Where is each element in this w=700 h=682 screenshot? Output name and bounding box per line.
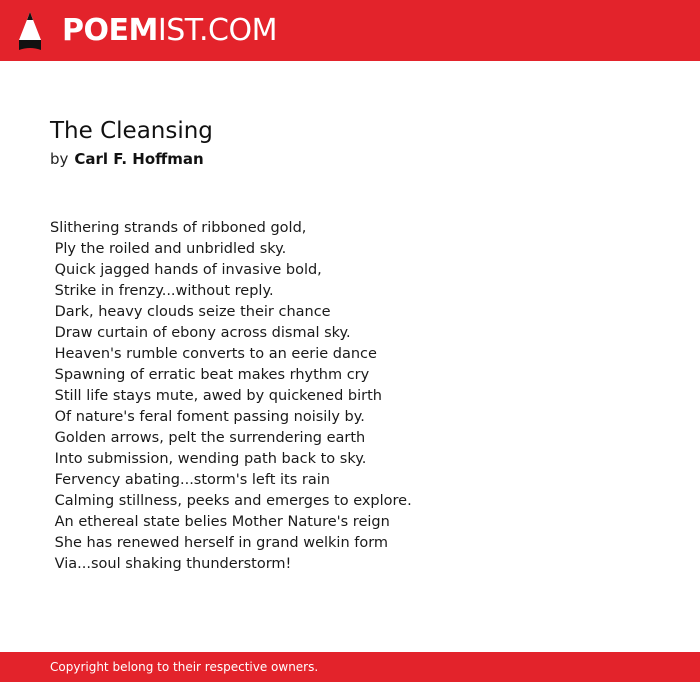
copyright-text: Copyright belong to their respective owners.: [50, 660, 319, 674]
poem-line: Strike in frenzy...without reply.: [50, 283, 274, 299]
pencil-tip-icon: [17, 10, 43, 52]
poem-line: An ethereal state belies Mother Nature's reign: [50, 514, 390, 530]
poem-line: She has renewed herself in grand welkin form: [50, 535, 389, 551]
by-label: by: [50, 150, 69, 168]
brand-bold: POEM: [62, 13, 158, 48]
poem-line: Via...soul shaking thunderstorm!: [50, 556, 292, 572]
poem-line: Ply the roiled and unbridled sky.: [50, 241, 287, 257]
poem-line: Still life stays mute, awed by quickened birth: [50, 388, 382, 404]
poem-line: Slithering strands of ribboned gold,: [50, 220, 307, 236]
site-header: [0, 0, 700, 61]
poem-line: Into submission, wending path back to sky.: [50, 451, 367, 467]
poem-line: Dark, heavy clouds seize their chance: [50, 304, 331, 320]
brand-light: IST.COM: [157, 13, 277, 48]
poem-line: Calming stillness, peeks and emerges to explore.: [50, 493, 412, 509]
poem-body: [50, 218, 412, 575]
poem-title: The Cleansing: [50, 118, 213, 144]
poem-line: Draw curtain of ebony across dismal sky.: [50, 325, 351, 341]
author-name[interactable]: Carl F. Hoffman: [74, 150, 204, 168]
poem-byline: [50, 148, 204, 170]
poem-line: Heaven's rumble converts to an eerie dance: [50, 346, 377, 362]
poem-line: Golden arrows, pelt the surrendering earth: [50, 430, 366, 446]
site-footer: [0, 652, 700, 682]
poem-line: Quick jagged hands of invasive bold,: [50, 262, 322, 278]
poem-line: Of nature's feral foment passing noisily by.: [50, 409, 365, 425]
site-logo-text[interactable]: [62, 12, 277, 50]
poem-line: Fervency abating...storm's left its rain: [50, 472, 330, 488]
poem-line: Spawning of erratic beat makes rhythm cry: [50, 367, 370, 383]
